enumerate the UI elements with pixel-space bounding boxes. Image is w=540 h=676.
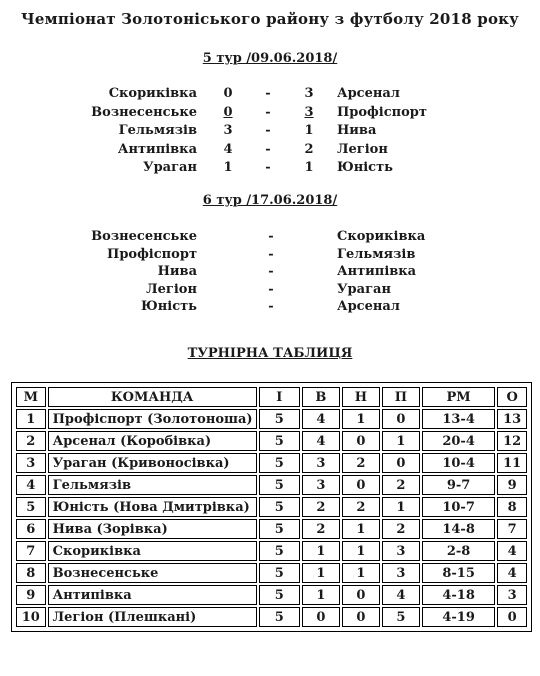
wins-cell: 1 <box>302 585 340 605</box>
home-team: Антипівка <box>117 141 197 157</box>
goals-cell: 9-7 <box>422 475 495 495</box>
position-cell: 8 <box>16 563 46 583</box>
table-row <box>16 541 527 561</box>
home-score: 3 <box>223 123 233 138</box>
losses-cell: 1 <box>382 497 420 517</box>
table-row <box>16 475 527 495</box>
played-cell: 5 <box>259 607 300 627</box>
away-score: 3 <box>304 104 314 120</box>
played-cell: 5 <box>259 585 300 605</box>
away-score: 1 <box>304 160 314 175</box>
losses-cell: 2 <box>382 475 420 495</box>
away-team: Арсенал <box>337 299 400 314</box>
position-cell: 1 <box>16 409 46 429</box>
round-6-header: 6 тур /17.06.2018/ <box>202 193 338 208</box>
position-cell: 5 <box>16 497 46 517</box>
losses-cell: 3 <box>382 541 420 561</box>
draws-cell: 1 <box>342 541 380 561</box>
goals-cell: 4-19 <box>422 607 495 627</box>
score-separator: - <box>265 141 271 157</box>
position-cell: 6 <box>16 519 46 539</box>
table-row <box>16 585 527 605</box>
points-cell: 4 <box>497 541 527 561</box>
away-team: Ураган <box>337 281 391 297</box>
score-separator: - <box>265 123 271 138</box>
losses-cell: 4 <box>382 585 420 605</box>
points-cell: 11 <box>497 453 527 473</box>
team-name-cell: Ураган (Кривоносівка) <box>48 453 257 473</box>
fixture-row <box>0 282 540 300</box>
fixture-separator: - <box>268 281 274 297</box>
team-name-cell: Легіон (Плешкані) <box>48 607 257 627</box>
match-row <box>0 86 540 104</box>
home-score: 0 <box>223 104 233 120</box>
wins-cell: 3 <box>302 453 340 473</box>
fixture-separator: - <box>268 299 274 314</box>
match-row <box>0 105 540 123</box>
points-cell: 0 <box>497 607 527 627</box>
points-cell: 4 <box>497 563 527 583</box>
position-cell: 4 <box>16 475 46 495</box>
team-name-cell: Гельмязів <box>48 475 257 495</box>
col-header-goals: РМ <box>422 387 495 407</box>
away-team: Антипівка <box>337 264 417 279</box>
match-row <box>0 142 540 160</box>
away-team: Юність <box>337 160 393 175</box>
played-cell: 5 <box>259 409 300 429</box>
table-row <box>16 497 527 517</box>
page-title: Чемпіонат Золотоніського району з футболу 2018 року <box>21 10 519 28</box>
away-team: Скориківка <box>337 229 426 244</box>
goals-cell: 2-8 <box>422 541 495 561</box>
team-name-cell: Юність (Нова Дмитрівка) <box>48 497 257 517</box>
losses-cell: 5 <box>382 607 420 627</box>
draws-cell: 1 <box>342 519 380 539</box>
home-score: 0 <box>223 86 233 101</box>
col-header-draws: Н <box>342 387 380 407</box>
draws-cell: 2 <box>342 497 380 517</box>
away-team: Арсенал <box>337 86 400 101</box>
col-header-losses: П <box>382 387 420 407</box>
col-header-played: І <box>259 387 300 407</box>
goals-cell: 10-4 <box>422 453 495 473</box>
wins-cell: 2 <box>302 519 340 539</box>
losses-cell: 0 <box>382 453 420 473</box>
played-cell: 5 <box>259 541 300 561</box>
col-header-wins: В <box>302 387 340 407</box>
goals-cell: 8-15 <box>422 563 495 583</box>
played-cell: 5 <box>259 431 300 451</box>
team-name-cell: Нива (Зорівка) <box>48 519 257 539</box>
home-team: Легіон <box>146 281 197 297</box>
wins-cell: 0 <box>302 607 340 627</box>
match-row <box>0 160 540 178</box>
wins-cell: 3 <box>302 475 340 495</box>
team-name-cell: Скориківка <box>48 541 257 561</box>
draws-cell: 0 <box>342 475 380 495</box>
match-row <box>0 123 540 141</box>
round-5-header: 5 тур /09.06.2018/ <box>202 51 338 66</box>
fixture-row <box>0 264 540 282</box>
position-cell: 7 <box>16 541 46 561</box>
points-cell: 9 <box>497 475 527 495</box>
away-team: Гельмязів <box>337 246 416 262</box>
score-separator: - <box>265 160 271 175</box>
standings-title: ТУРНІРНА ТАБЛИЦЯ <box>187 346 353 361</box>
position-cell: 9 <box>16 585 46 605</box>
fixture-row <box>0 247 540 265</box>
draws-cell: 2 <box>342 453 380 473</box>
draws-cell: 0 <box>342 607 380 627</box>
table-row <box>16 409 527 429</box>
score-separator: - <box>265 86 271 101</box>
losses-cell: 1 <box>382 431 420 451</box>
home-team: Профіспорт <box>107 246 197 262</box>
played-cell: 5 <box>259 497 300 517</box>
points-cell: 13 <box>497 409 527 429</box>
draws-cell: 0 <box>342 585 380 605</box>
home-team: Вознесенське <box>91 229 197 244</box>
team-name-cell: Арсенал (Коробівка) <box>48 431 257 451</box>
team-name-cell: Профіспорт (Золотоноша) <box>48 409 257 429</box>
table-row <box>16 519 527 539</box>
fixture-separator: - <box>268 264 274 279</box>
col-header-position: М <box>16 387 46 407</box>
team-name-cell: Вознесенське <box>48 563 257 583</box>
col-header-team: КОМАНДА <box>48 387 257 407</box>
score-separator: - <box>265 104 271 120</box>
position-cell: 10 <box>16 607 46 627</box>
played-cell: 5 <box>259 519 300 539</box>
draws-cell: 1 <box>342 563 380 583</box>
home-score: 1 <box>223 160 233 175</box>
fixture-row <box>0 229 540 247</box>
wins-cell: 4 <box>302 431 340 451</box>
away-score: 2 <box>304 141 314 157</box>
points-cell: 3 <box>497 585 527 605</box>
position-cell: 2 <box>16 431 46 451</box>
goals-cell: 14-8 <box>422 519 495 539</box>
losses-cell: 0 <box>382 409 420 429</box>
losses-cell: 3 <box>382 563 420 583</box>
played-cell: 5 <box>259 563 300 583</box>
goals-cell: 10-7 <box>422 497 495 517</box>
wins-cell: 1 <box>302 563 340 583</box>
standings-header-row <box>16 387 527 407</box>
goals-cell: 4-18 <box>422 585 495 605</box>
played-cell: 5 <box>259 453 300 473</box>
table-row <box>16 453 527 473</box>
away-team: Нива <box>337 123 377 138</box>
losses-cell: 2 <box>382 519 420 539</box>
table-row <box>16 563 527 583</box>
draws-cell: 0 <box>342 431 380 451</box>
points-cell: 8 <box>497 497 527 517</box>
fixture-row <box>0 299 540 317</box>
fixture-separator: - <box>268 229 274 244</box>
away-score: 1 <box>304 123 314 138</box>
wins-cell: 4 <box>302 409 340 429</box>
home-team: Юність <box>141 299 197 314</box>
home-team: Ураган <box>143 160 197 175</box>
team-name-cell: Антипівка <box>48 585 257 605</box>
table-row <box>16 607 527 627</box>
away-team: Профіспорт <box>337 104 427 120</box>
standings-table <box>14 385 529 629</box>
points-cell: 12 <box>497 431 527 451</box>
home-team: Вознесенське <box>91 104 197 120</box>
goals-cell: 20-4 <box>422 431 495 451</box>
home-score: 4 <box>223 141 233 157</box>
wins-cell: 2 <box>302 497 340 517</box>
table-row <box>16 431 527 451</box>
position-cell: 3 <box>16 453 46 473</box>
away-team: Легіон <box>337 141 388 157</box>
home-team: Нива <box>157 264 197 279</box>
col-header-points: О <box>497 387 527 407</box>
home-team: Скориківка <box>108 86 197 101</box>
played-cell: 5 <box>259 475 300 495</box>
wins-cell: 1 <box>302 541 340 561</box>
away-score: 3 <box>304 86 314 101</box>
standings-table-frame <box>11 382 532 632</box>
draws-cell: 1 <box>342 409 380 429</box>
fixture-separator: - <box>268 246 274 262</box>
home-team: Гельмязів <box>118 123 197 138</box>
goals-cell: 13-4 <box>422 409 495 429</box>
points-cell: 7 <box>497 519 527 539</box>
